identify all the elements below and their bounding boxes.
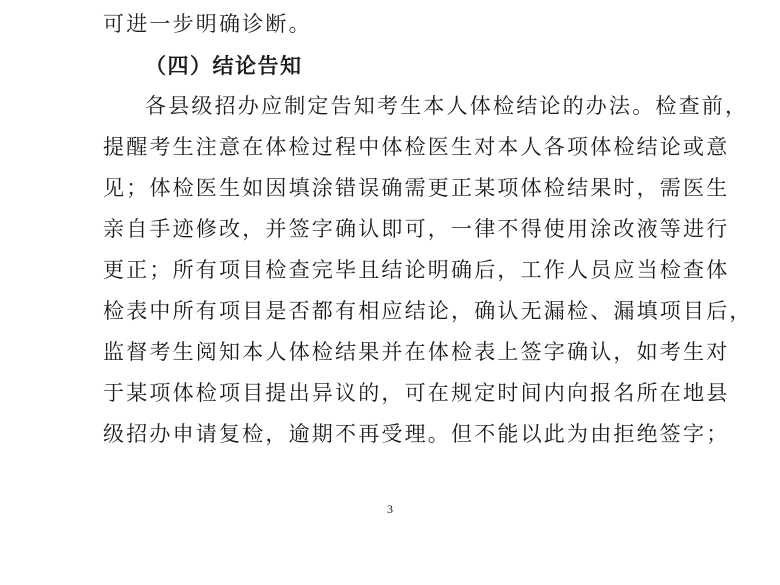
page-number: 3 [387,502,393,516]
section-heading: （四）结论告知 [145,53,303,78]
text-line-6: 亲自手迹修改，并签字确认即可，一律不得使用涂改液等进行 [103,217,730,241]
body-text [103,4,753,455]
text-line-7: 更正；所有项目检查完毕且结论明确后，工作人员应当检查体 [103,258,730,282]
text-line-4: 提醒考生注意在体检过程中体检医生对本人各项体检结论或意 [103,135,730,159]
text-line-1: 可进一步明确诊断。 [103,12,312,36]
text-line-11: 级招办申请复检，逾期不再受理。但不能以此为由拒绝签字； [103,422,730,446]
text-line-5: 见；体检医生如因填涂错误确需更正某项体检结果时，需医生 [103,176,730,200]
text-line-8: 检表中所有项目是否都有相应结论，确认无漏检、漏填项目后， [103,299,753,323]
paragraph-first-line: 各县级招办应制定告知考生本人体检结论的办法。检查前， [145,94,749,118]
text-line-10: 于某项体检项目提出异议的，可在规定时间内向报名所在地县 [103,381,730,405]
text-line-9: 监督考生阅知本人体检结果并在体检表上签字确认，如考生对 [103,340,730,364]
